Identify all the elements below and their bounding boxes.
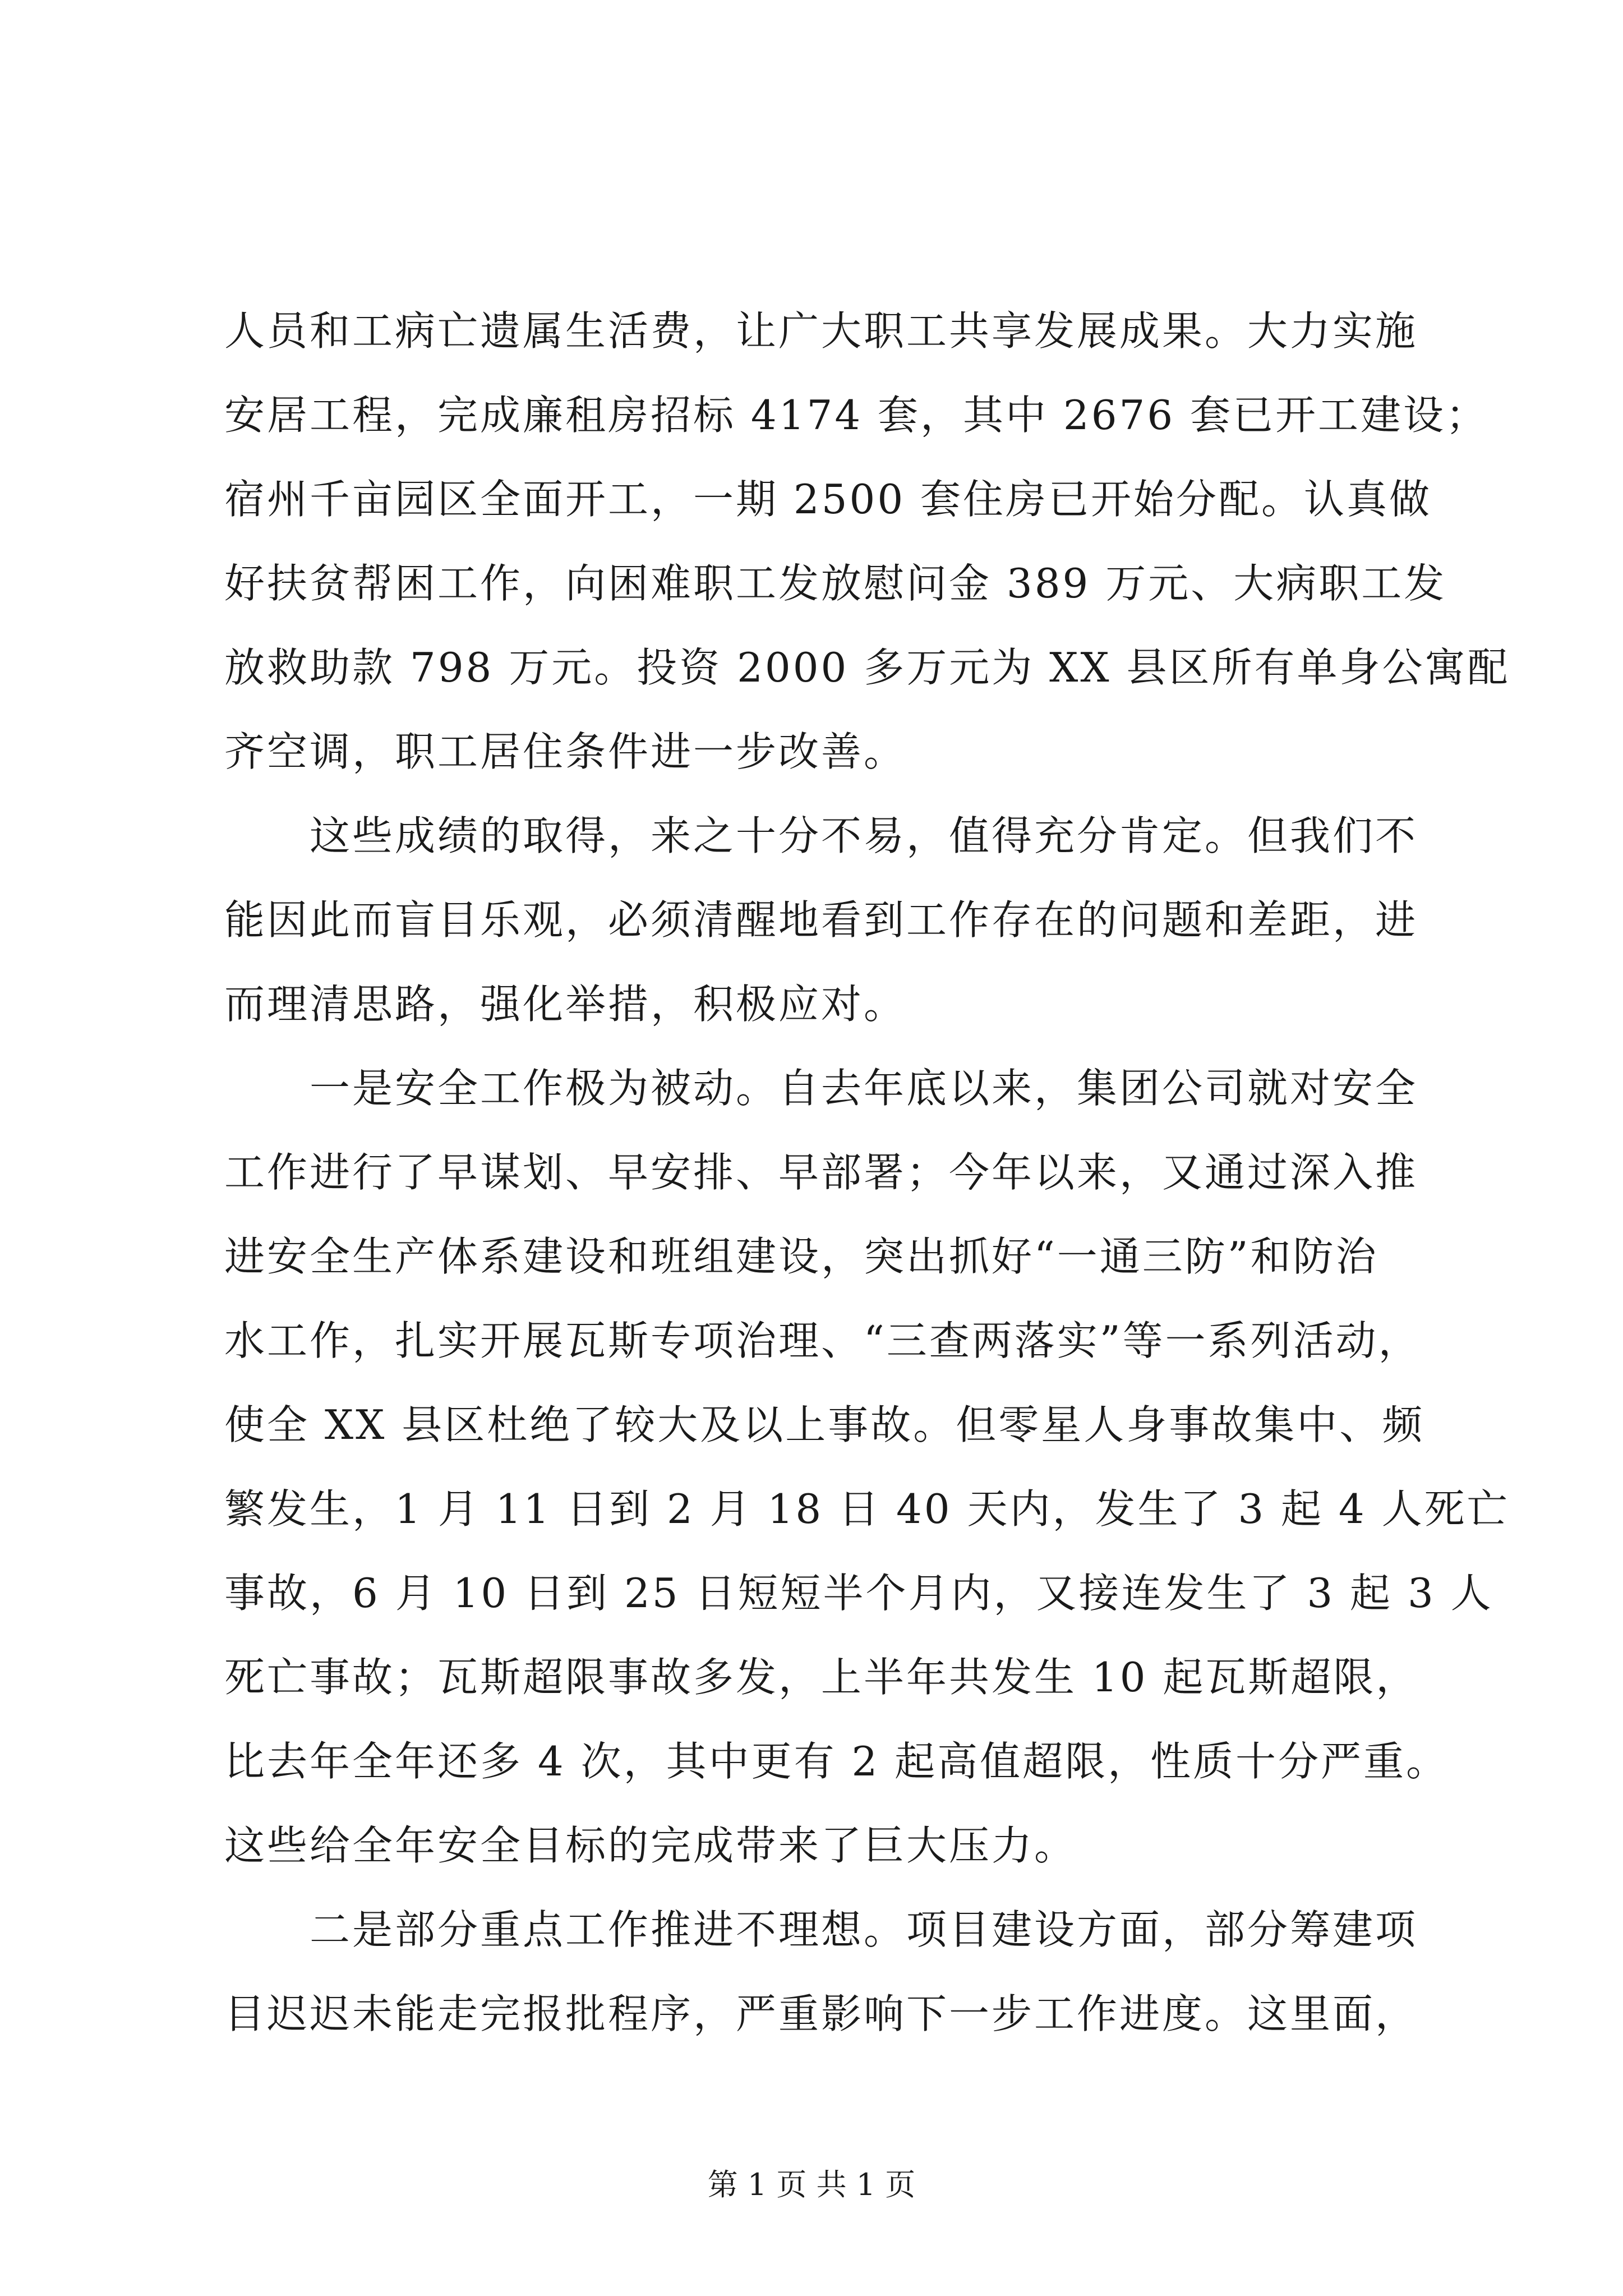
body-text-line: 水工作，扎实开展瓦斯专项治理、“三查两落实”等一系列活动， bbox=[224, 1317, 1421, 1364]
body-text-line: 能因此而盲目乐观，必须清醒地看到工作存在的问题和差距，进 bbox=[224, 896, 1418, 944]
body-text-line: 繁发生，1 月 11 日到 2 月 18 日 40 天内，发生了 3 起 4 人死亡 bbox=[224, 1485, 1510, 1533]
body-text-line: 人员和工病亡遗属生活费，让广大职工共享发展成果。大力实施 bbox=[224, 307, 1418, 355]
body-text-line: 好扶贫帮困工作，向困难职工发放慰问金 389 万元、大病职工发 bbox=[224, 560, 1447, 607]
body-text-line: 死亡事故；瓦斯超限事故多发，上半年共发生 10 起瓦斯超限， bbox=[224, 1654, 1419, 1701]
body-text-line: 这些成绩的取得，来之十分不易，值得充分肯定。但我们不 bbox=[224, 812, 1418, 859]
body-text-line: 宿州千亩园区全面开工，一期 2500 套住房已开始分配。认真做 bbox=[224, 476, 1432, 523]
body-text-line: 使全 XX 县区杜绝了较大及以上事故。但零星人身事故集中、频 bbox=[224, 1401, 1425, 1448]
body-text-line: 比去年全年还多 4 次，其中更有 2 起高值超限，性质十分严重。 bbox=[224, 1738, 1449, 1785]
body-text-line: 齐空调，职工居住条件进一步改善。 bbox=[224, 728, 907, 775]
body-text-line: 一是安全工作极为被动。自去年底以来，集团公司就对安全 bbox=[224, 1065, 1418, 1112]
body-text-line: 放救助款 798 万元。投资 2000 多万元为 XX 县区所有单身公寓配 bbox=[224, 644, 1510, 691]
body-text-line: 工作进行了早谋划、早安排、早部署；今年以来，又通过深入推 bbox=[224, 1149, 1418, 1196]
body-text-line: 安居工程，完成廉租房招标 4174 套，其中 2676 套已开工建设； bbox=[224, 392, 1489, 439]
body-text-line: 事故，6 月 10 日到 25 日短短半个月内，又接连发生了 3 起 3 人 bbox=[224, 1570, 1493, 1617]
body-text-line: 进安全生产体系建设和班组建设，突出抓好“一通三防”和防治 bbox=[224, 1233, 1378, 1280]
page-footer: 第 1 页 共 1 页 bbox=[707, 2167, 916, 2202]
body-text-line: 这些给全年安全目标的完成带来了巨大压力。 bbox=[224, 1822, 1077, 1869]
body-text-line: 目迟迟未能走完报批程序，严重影响下一步工作进度。这里面， bbox=[224, 1990, 1418, 2037]
body-text-line: 而理清思路，强化举措，积极应对。 bbox=[224, 981, 907, 1028]
body-text-line: 二是部分重点工作推进不理想。项目建设方面，部分筹建项 bbox=[224, 1906, 1418, 1953]
